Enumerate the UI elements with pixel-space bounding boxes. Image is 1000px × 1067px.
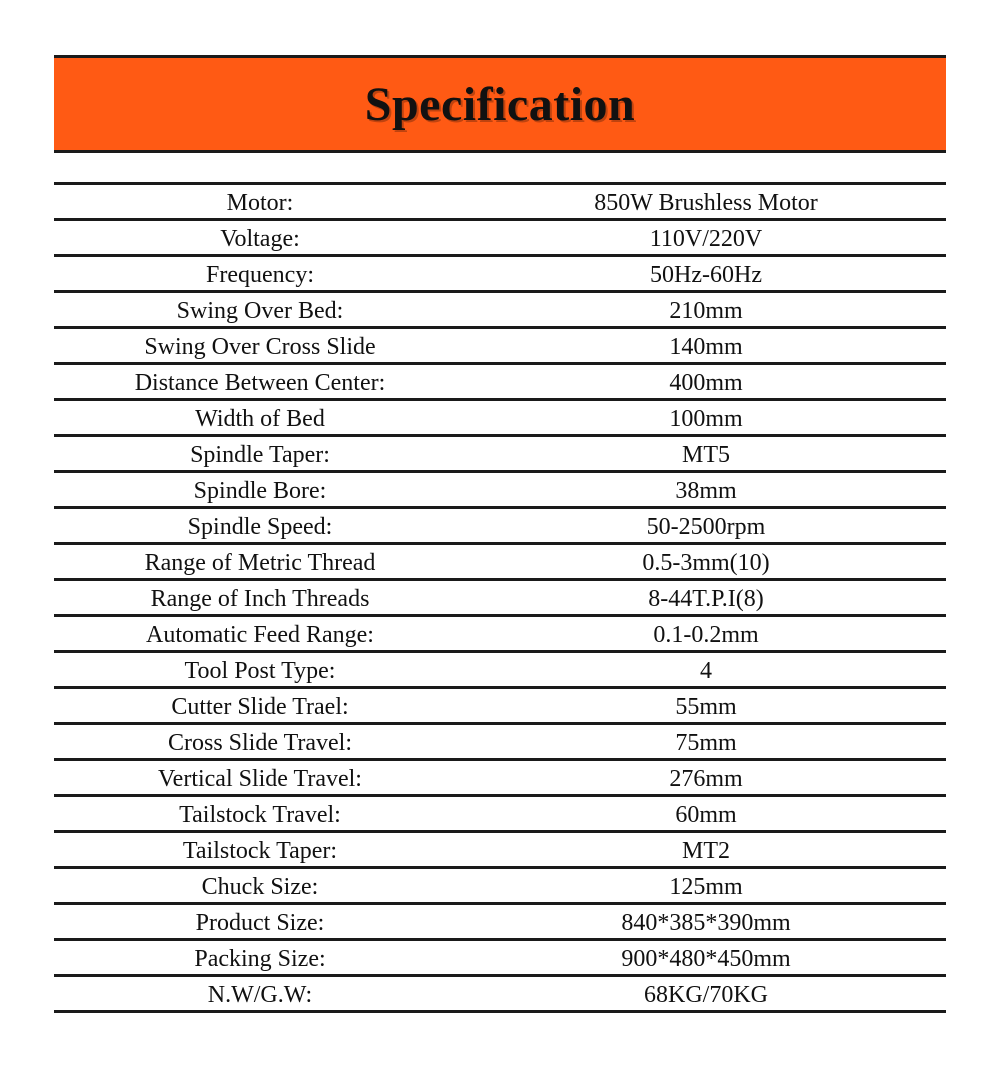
table-row (54, 653, 946, 689)
spec-label: Spindle Bore: (193, 478, 327, 504)
specification-banner (54, 55, 946, 153)
spec-label: Spindle Speed: (187, 514, 333, 540)
spec-value: 0.1-0.2mm (653, 622, 759, 648)
table-row (54, 293, 946, 329)
spec-label: Frequency: (206, 262, 314, 288)
spec-value: 50-2500rpm (646, 514, 766, 540)
spec-value: 140mm (669, 334, 743, 360)
spec-value: 840*385*390mm (621, 910, 791, 936)
table-row (54, 581, 946, 617)
spec-value: 8-44T.P.I(8) (648, 586, 764, 612)
spec-label: Tailstock Travel: (179, 802, 341, 828)
table-row (54, 617, 946, 653)
table-row (54, 329, 946, 365)
spec-value: 60mm (675, 802, 737, 828)
spec-value: 100mm (669, 406, 743, 432)
spec-label: Width of Bed (195, 406, 325, 432)
table-row (54, 761, 946, 797)
table-row (54, 365, 946, 401)
spec-label: Cross Slide Travel: (167, 730, 353, 756)
spec-value: 900*480*450mm (621, 946, 791, 972)
spec-value: 850W Brushless Motor (594, 190, 818, 216)
spec-value: MT5 (682, 442, 730, 468)
table-row (54, 257, 946, 293)
spec-label: Distance Between Center: (134, 370, 386, 396)
specification-table (54, 182, 946, 1013)
table-row (54, 437, 946, 473)
spec-value: 55mm (675, 694, 737, 720)
table-row (54, 941, 946, 977)
spec-label: Automatic Feed Range: (146, 622, 374, 648)
spec-value: 210mm (669, 298, 743, 324)
spec-label: Chuck Size: (201, 874, 319, 900)
table-row (54, 833, 946, 869)
spec-value: 125mm (669, 874, 743, 900)
spec-label: N.W/G.W: (207, 982, 313, 1008)
spec-label: Range of Metric Thread (144, 550, 376, 576)
spec-value: 50Hz-60Hz (650, 262, 762, 288)
spec-value: 110V/220V (649, 226, 763, 252)
spec-label: Range of Inch Threads (150, 586, 370, 612)
spec-label: Spindle Taper: (190, 442, 330, 468)
spec-label: Vertical Slide Travel: (158, 766, 362, 792)
table-row (54, 545, 946, 581)
table-row (54, 977, 946, 1013)
spec-value: 400mm (669, 370, 743, 396)
spec-label: Swing Over Bed: (176, 298, 344, 324)
spec-value: 68KG/70KG (644, 982, 768, 1008)
table-row (54, 473, 946, 509)
table-row (54, 869, 946, 905)
spec-value: 38mm (675, 478, 737, 504)
spec-label: Packing Size: (194, 946, 326, 972)
spec-label: Product Size: (195, 910, 325, 936)
spec-label: Motor: (226, 190, 294, 216)
spec-label: Voltage: (220, 226, 300, 252)
spec-label: Cutter Slide Trael: (171, 694, 349, 720)
table-row (54, 725, 946, 761)
spec-value: MT2 (682, 838, 730, 864)
table-row (54, 401, 946, 437)
spec-label: Swing Over Cross Slide (144, 334, 376, 360)
spec-value: 276mm (669, 766, 743, 792)
table-row (54, 221, 946, 257)
spec-value: 75mm (675, 730, 737, 756)
spec-label: Tailstock Taper: (182, 838, 338, 864)
spec-value: 0.5-3mm(10) (642, 550, 770, 576)
table-row (54, 905, 946, 941)
spec-value: 4 (700, 658, 712, 684)
table-row (54, 797, 946, 833)
page-title: Specification (364, 77, 636, 131)
table-row (54, 689, 946, 725)
spec-label: Tool Post Type: (184, 658, 336, 684)
table-row (54, 509, 946, 545)
table-row (54, 185, 946, 221)
